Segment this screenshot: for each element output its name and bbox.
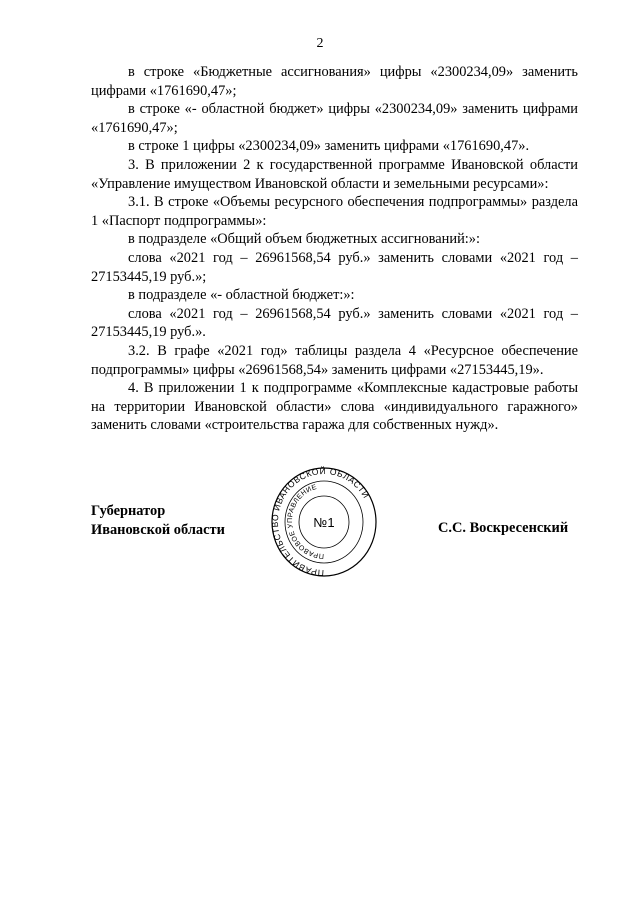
paragraph: слова «2021 год – 26961568,54 руб.» заменить словами «2021 год – 27153445,19 руб.». xyxy=(91,305,578,341)
signer-name: С.С. Воскресенский xyxy=(438,520,569,536)
official-seal xyxy=(270,466,378,578)
paragraph: в строке 1 цифры «2300234,09» заменить цифрами «1761690,47». xyxy=(128,138,530,155)
paragraph: в подразделе «Общий объем бюджетных ассигнований:»: xyxy=(128,231,480,248)
seal-outer-text: ПРАВИТЕЛЬСТВО ИВАНОВСКОЙ ОБЛАСТИ xyxy=(270,466,372,578)
paragraph: в строке «Бюджетные ассигнования» цифры «2300234,09» заменить цифрами «1761690,47»; xyxy=(91,64,578,99)
seal-number: №1 xyxy=(313,515,335,530)
signature-position-line1: Губернатор xyxy=(91,503,166,519)
paragraph: 3.1. В строке «Объемы ресурсного обеспечения подпрограммы» раздела 1 «Паспорт подпрограммы»: xyxy=(91,194,578,229)
paragraph: 4. В приложении 1 к подпрограмме «Комплексные кадастровые работы на территории Ивановской области» слова «индивидуального гаражного» заменить словами «строительства гаража для собственных нужд». xyxy=(91,380,578,434)
paragraph: в строке «- областной бюджет» цифры «2300234,09» заменить цифрами «1761690,47»; xyxy=(91,101,578,136)
seal-inner-text: ПРАВОВОЕ УПРАВЛЕНИЕ xyxy=(286,483,325,560)
paragraph: 3.2. В графе «2021 год» таблицы раздела 4 «Ресурсное обеспечение подпрограммы» цифры «26961568,54» заменить цифрами «27153445,19». xyxy=(91,342,578,378)
page-number: 2 xyxy=(316,36,324,51)
signature-position xyxy=(91,502,225,539)
paragraph: в подразделе «- областной бюджет:»: xyxy=(128,287,355,304)
paragraph: 3. В приложении 2 к государственной программе Ивановской области «Управление имуществом Ивановской области и земельными ресурсами»: xyxy=(91,156,578,192)
document-body xyxy=(91,63,578,435)
signature-position-line2: Ивановской области xyxy=(91,521,225,538)
paragraph: слова «2021 год – 26961568,54 руб.» заменить словами «2021 год – 27153445,19 руб.»; xyxy=(91,249,578,285)
